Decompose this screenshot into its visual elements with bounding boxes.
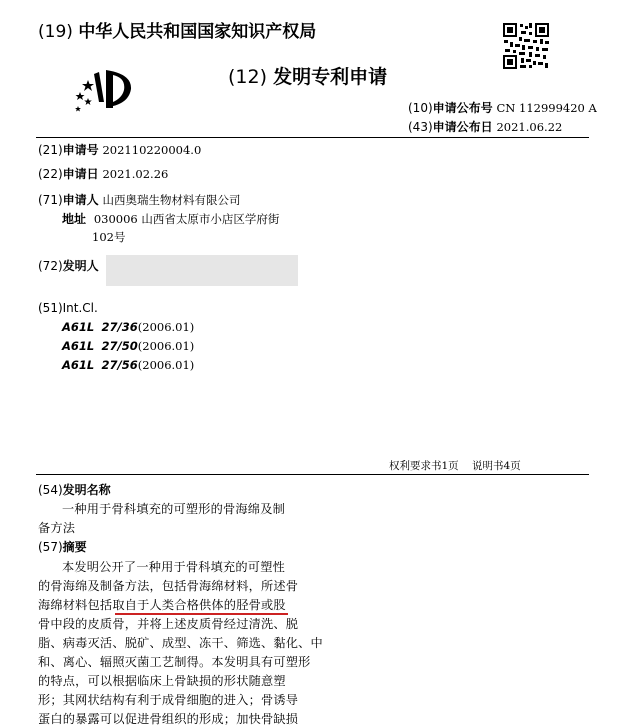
pub-date-row	[408, 118, 562, 135]
inventor-label: 发明人	[62, 259, 99, 273]
doc-type-code: (12)	[228, 66, 268, 88]
inventor-row	[38, 257, 99, 274]
ipc-version: (2006.01)	[137, 358, 195, 372]
abstract-line: 本发明公开了一种用于骨科填充的可塑性	[62, 560, 285, 574]
address-row	[62, 210, 279, 227]
ipc-class: A61L	[62, 320, 95, 334]
app-no-label: 申请号	[62, 143, 99, 157]
address-line1: 030006 山西省太原市小店区学府街	[93, 212, 280, 226]
title-label: 发明名称	[62, 483, 111, 497]
abstract-line: 形；其网状结构有利于成骨细胞的进入；骨诱导	[38, 693, 299, 707]
applicant-code: (71)	[38, 193, 63, 207]
applicant-label: 申请人	[62, 193, 99, 207]
address-label: 地址	[62, 212, 87, 226]
abstract-line: 的骨海绵及制备方法，包括骨海绵材料，所述骨	[38, 579, 299, 593]
abstract-label: 摘要	[62, 540, 87, 554]
ipc-group: 27/36	[101, 320, 138, 334]
header-divider	[36, 137, 589, 138]
ipc-version: (2006.01)	[137, 339, 195, 353]
title-code: (54)	[38, 483, 63, 497]
pages-note: 权利要求书1页 说明书4页	[389, 460, 521, 472]
ipc-item	[62, 358, 194, 372]
ipc-class: A61L	[62, 339, 95, 353]
abstract-heading	[38, 538, 87, 555]
doc-type-header	[228, 62, 387, 89]
intcl-label: Int.Cl.	[62, 301, 98, 315]
doc-type: 发明专利申请	[273, 66, 388, 88]
intcl-code: (51)	[38, 301, 63, 315]
abstract-line: 骨中段的皮质骨，并将上述皮质骨经过清洗、脱	[38, 617, 299, 631]
app-no-value: 202110220004.0	[102, 143, 202, 157]
pub-number-row	[408, 99, 597, 116]
inventor-code: (72)	[38, 259, 63, 273]
abstract-line: 的特点，可以根据临床上骨缺损的形状随意塑	[38, 674, 286, 688]
ipc-item	[62, 339, 194, 353]
filing-date-label: 申请日	[62, 167, 99, 181]
invention-title-line1: 一种用于骨科填充的可塑形的骨海绵及制	[62, 502, 285, 516]
ipc-group: 27/50	[101, 339, 138, 353]
inventor-redaction	[106, 255, 298, 286]
authority-name: 中华人民共和国国家知识产权局	[78, 22, 317, 42]
abstract-line: 脂、病毒灭活、脱矿、成型、冻干、筛选、黏化、中	[38, 636, 323, 650]
intcl-row	[38, 301, 98, 315]
authority-header	[38, 17, 316, 42]
filing-date-row	[38, 165, 168, 182]
invention-title-line2: 备方法	[38, 521, 76, 535]
pub-no-label: 申请公布号	[432, 101, 493, 115]
abstract-code: (57)	[38, 540, 63, 554]
ipc-version: (2006.01)	[137, 320, 195, 334]
abstract-line: 蛋白的暴露可以促进骨组织的形成；加快骨缺损	[38, 712, 299, 726]
pub-no-value: CN 112999420 A	[496, 101, 597, 115]
ipc-item	[62, 320, 194, 334]
section-divider	[36, 474, 589, 475]
pub-date-value: 2021.06.22	[496, 120, 563, 134]
ipc-group: 27/56	[101, 358, 138, 372]
qr-code-icon	[502, 22, 550, 70]
applicant-value: 山西奥瑞生物材料有限公司	[102, 193, 241, 207]
applicant-row	[38, 191, 240, 208]
pub-no-code: (10)	[408, 101, 433, 115]
authority-code: (19)	[38, 22, 73, 42]
app-no-row	[38, 141, 201, 158]
address-line2: 102号	[92, 230, 126, 244]
filing-date-code: (22)	[38, 167, 63, 181]
app-no-code: (21)	[38, 143, 63, 157]
cnipa-logo-icon	[66, 62, 138, 114]
pub-date-label: 申请公布日	[432, 120, 493, 134]
filing-date-value: 2021.02.26	[102, 167, 169, 181]
ipc-class: A61L	[62, 358, 95, 372]
title-heading	[38, 481, 111, 498]
abstract-line: 和、离心、辐照灭菌工艺制得。本发明具有可塑形	[38, 655, 311, 669]
pub-date-code: (43)	[408, 120, 433, 134]
abstract-line: 海绵材料包括取自于人类合格供体的胫骨或股	[38, 598, 286, 612]
